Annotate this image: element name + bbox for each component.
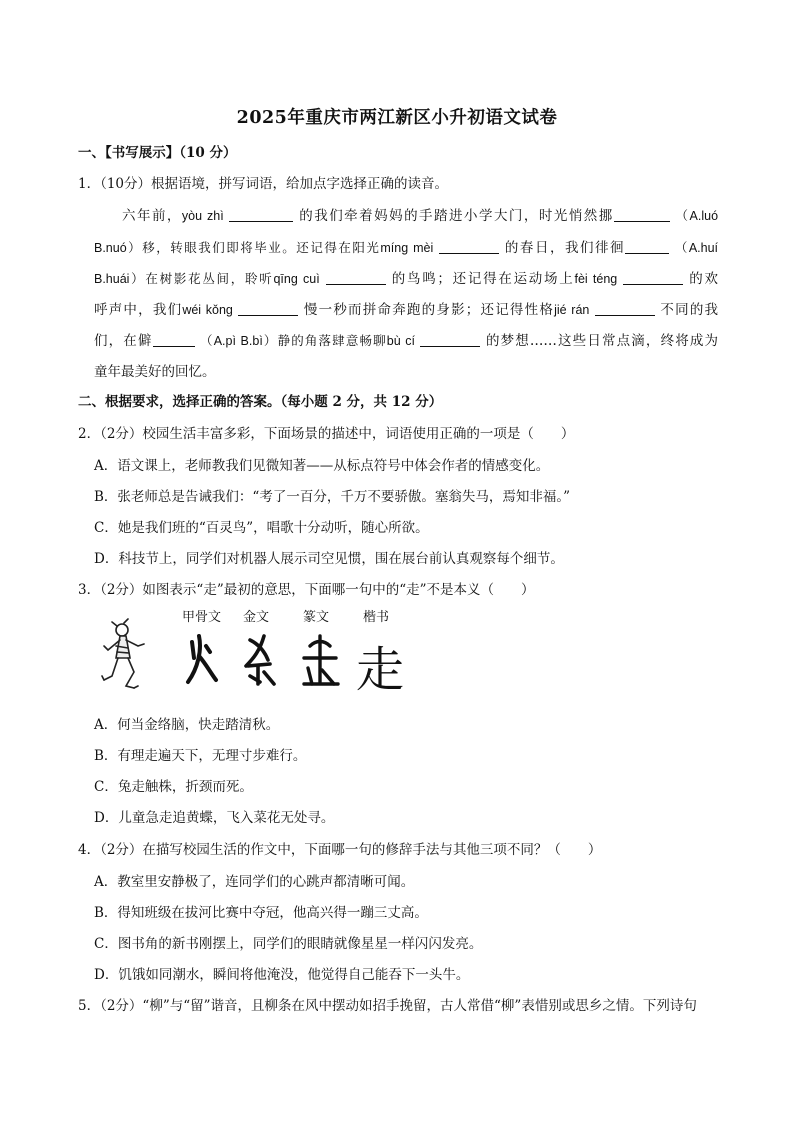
oracle-bone-zou-glyph — [188, 636, 216, 682]
q1-stem: 1．（10分）根据语境，拼写词语，给加点字选择正确的读音。 — [78, 176, 449, 192]
q3-stem: 3．（2分）如图表示“走”最初的意思，下面哪一句中的“走”不是本义（ ） — [78, 582, 535, 598]
answer-blank[interactable] — [439, 239, 499, 254]
answer-blank[interactable] — [153, 332, 195, 347]
answer-blank[interactable] — [623, 270, 683, 285]
q2-option-b[interactable]: B．张老师总是告诫我们：“考了一百分，千万不要骄傲。塞翁失马，焉知非福。” — [94, 489, 570, 505]
q1-line-4: 呼声中，我们wéi kǒng 慢一秒而拼命奔跑的身影；还记得性格jié rán 不同的我 — [94, 302, 719, 318]
answer-blank[interactable] — [614, 207, 670, 222]
running-man-icon — [102, 619, 144, 688]
q3-option-d[interactable]: D．儿童急走追黄蝶，飞入菜花无处寻。 — [94, 810, 335, 826]
q5-stem: 5．（2分）“柳”与“留”谐音，且柳条在风中摆动如招手挽留，古人常借“柳”表惜别或思乡之情。下列诗句 — [78, 998, 697, 1014]
answer-blank[interactable] — [595, 301, 655, 316]
q4-option-a[interactable]: A．教室里安静极了，连同学们的心跳声都清晰可闻。 — [94, 874, 415, 890]
label-bronze: 金文 — [243, 610, 270, 625]
q2-option-d[interactable]: D．科技节上，同学们对机器人展示司空见惯，围在展台前认真观察每个细节。 — [94, 551, 564, 567]
label-regular-script: 楷书 — [363, 610, 390, 625]
q3-option-a[interactable]: A．何当金络脑，快走踏清秋。 — [94, 717, 280, 733]
q4-option-d[interactable]: D．饥饿如同潮水，瞬间将他淹没，他觉得自己能吞下一头牛。 — [94, 967, 470, 983]
q2-stem: 2．（2分）校园生活丰富多彩，下面场景的描述中，词语使用正确的一项是（ ） — [78, 426, 575, 442]
q4-option-b[interactable]: B．得知班级在拔河比赛中夺冠，他高兴得一蹦三丈高。 — [94, 905, 428, 921]
section-2-heading: 二、根据要求，选择正确的答案。（每小题 2 分，共 12 分） — [78, 394, 443, 410]
seal-zou-glyph — [304, 636, 338, 684]
q1-line-2: B.nuó）移，转眼我们即将毕业。还记得在阳光míng mèi 的春日，我们徘徊 （A.huí — [94, 240, 719, 256]
q1-line-6: 童年最美好的回忆。 — [94, 364, 216, 380]
label-seal: 篆文 — [303, 610, 330, 625]
q2-option-c[interactable]: C．她是我们班的“百灵鸟”，唱歌十分动听，随心所欲。 — [94, 520, 429, 536]
q1-line-5: 们，在僻 （A.pì B.bì）静的角落肆意畅聊bù cí 的梦想……这些日常点滴，终将成为 — [94, 333, 719, 349]
section-1-heading: 一、【书写展示】（10 分） — [78, 145, 237, 161]
answer-blank[interactable] — [238, 301, 298, 316]
q3-option-b[interactable]: B．有理走遍天下，无理寸步难行。 — [94, 748, 307, 764]
bronze-zou-glyph — [246, 636, 274, 684]
answer-blank[interactable] — [326, 270, 386, 285]
zou-character-evolution-figure — [98, 606, 418, 702]
q4-stem: 4．（2分）在描写校园生活的作文中，下面哪一句的修辞手法与其他三项不同？（ ） — [78, 842, 602, 858]
q4-option-c[interactable]: C．图书角的新书刚摆上，同学们的眼睛就像星星一样闪闪发亮。 — [94, 936, 483, 952]
regular-script-zou-glyph: 走 — [356, 642, 405, 698]
q1-line-3: B.huái）在树影花丛间，聆听qīng cuì 的鸟鸣；还记得在运动场上fèi téng 的欢 — [94, 271, 719, 287]
exam-title: 2025年重庆市两江新区小升初语文试卷 — [236, 108, 558, 128]
answer-blank[interactable] — [229, 207, 293, 222]
q2-option-a[interactable]: A．语文课上，老师教我们见微知著——从标点符号中体会作者的情感变化。 — [94, 458, 550, 474]
answer-blank[interactable] — [420, 332, 480, 347]
q1-line-1: 六年前，yòu zhì 的我们牵着妈妈的手踏进小学大门，时光悄然挪 （A.luó — [122, 208, 719, 224]
answer-blank[interactable] — [625, 239, 669, 254]
q3-option-c[interactable]: C．兔走触株，折颈而死。 — [94, 779, 253, 795]
label-oracle-bone: 甲骨文 — [182, 610, 222, 625]
